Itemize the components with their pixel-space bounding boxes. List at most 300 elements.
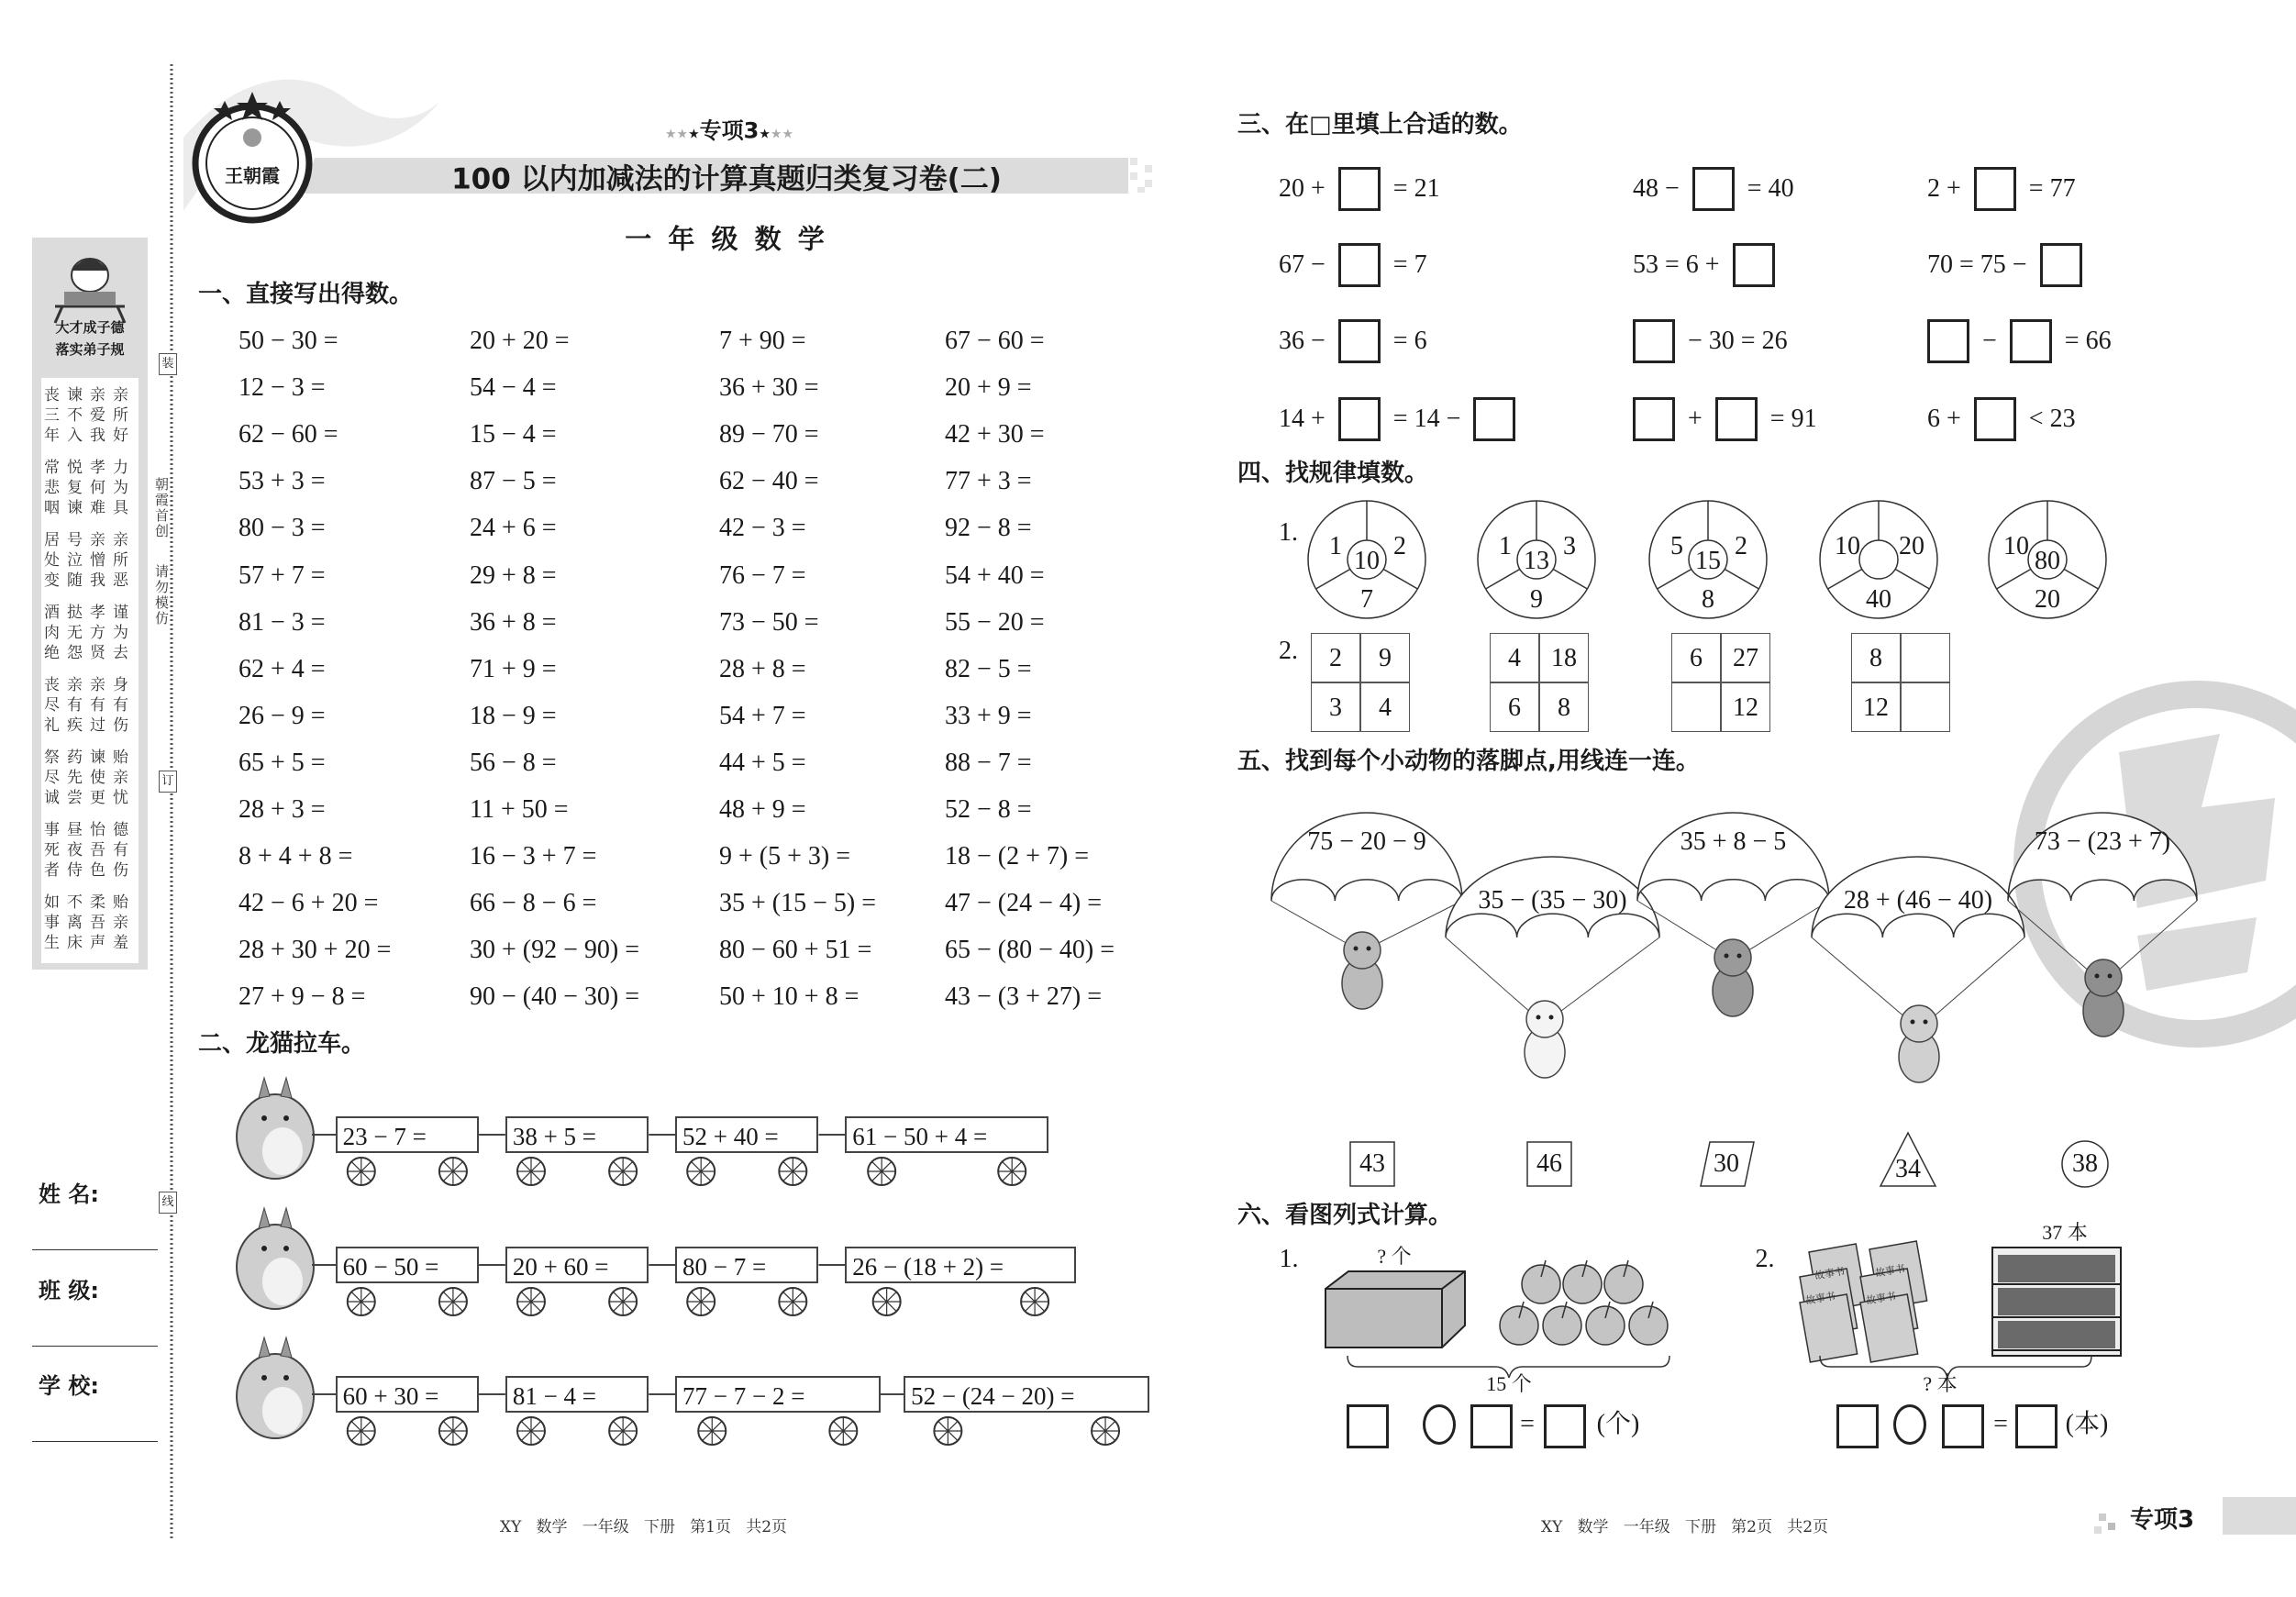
verse-line: 三不爱所 (44, 406, 136, 425)
totoro-eye (283, 1375, 289, 1381)
verse-line: 处泣憎所 (44, 551, 136, 570)
equation-text: 20 + (1279, 174, 1325, 203)
totoro-icon (237, 1208, 336, 1309)
wheel-icon (687, 1288, 715, 1315)
grid-cell: 4 (1360, 682, 1410, 732)
book-title: 故事书 (1804, 1290, 1836, 1307)
totoro-eye (261, 1375, 267, 1381)
answer-box[interactable] (1942, 1404, 1984, 1448)
wheel-icon (609, 1417, 637, 1445)
fill-in-equation (1927, 397, 2076, 441)
arithmetic-problem: 15 − 4 = (470, 420, 557, 449)
arithmetic-problem: 81 − 3 = (238, 607, 326, 637)
equation-text: = 14 − (1392, 405, 1461, 433)
copyright-notice: 朝霞首创 (153, 477, 170, 539)
unit-label: (个) (1596, 1410, 1640, 1438)
total-quantity-label: ? 本 (1923, 1372, 1958, 1395)
parachute-string (1746, 901, 1829, 952)
footer-series-tab: 专项3 (2130, 1506, 2195, 1534)
fill-in-equation (1633, 167, 1794, 211)
fill-in-equation (1279, 397, 1515, 441)
book-title: 故事书 (1874, 1262, 1906, 1280)
field-input-line[interactable] (32, 1249, 158, 1250)
totoro-icon (237, 1078, 336, 1179)
answer-box[interactable] (1692, 167, 1735, 211)
series-text: 专项3 (699, 117, 760, 144)
apple-body (1629, 1306, 1668, 1345)
wheel-icon (779, 1158, 806, 1185)
train-car: 38 + 5 = (505, 1116, 649, 1153)
verse-line: 祭药谏贻 (44, 749, 136, 767)
field-label: 班 级: (39, 1278, 99, 1303)
grid-cell: 27 (1721, 633, 1770, 682)
wheel-right-number: 3 (1563, 532, 1576, 560)
total-quantity-label: 15 个 (1486, 1372, 1532, 1395)
arithmetic-problem: 87 − 5 = (470, 467, 557, 496)
puppy-eye (1911, 1020, 1915, 1025)
fill-in-equation (1633, 397, 1817, 441)
shelf-books (1998, 1321, 2115, 1348)
equals-sign: = (1993, 1410, 2008, 1438)
parachute-string (1812, 937, 1906, 1018)
arithmetic-problem: 50 − 30 = (238, 327, 338, 355)
section-heading: 六、看图列式计算。 (1237, 1202, 1453, 1229)
grid-cell: 4 (1490, 633, 1539, 682)
answer-box[interactable] (1974, 167, 2016, 211)
equation-text: 53 = 6 + (1633, 250, 1720, 279)
apple-icon (1586, 1302, 1625, 1345)
field-label: 姓 名: (39, 1181, 99, 1207)
wheel-center-number: 10 (1354, 547, 1380, 575)
banner-checker-pattern (1130, 158, 1152, 193)
verse-group (41, 458, 139, 518)
equation-text: − (1982, 327, 1997, 355)
operator-circle[interactable] (1893, 1404, 1926, 1445)
verse-group (41, 385, 139, 446)
star-icon: ★★ (664, 127, 689, 142)
section-heading: 四、找规律填数。 (1237, 460, 1429, 487)
wheel-icon (348, 1288, 375, 1315)
field-input-line[interactable] (32, 1441, 158, 1442)
section-heading: 五、找到每个小动物的落脚点,用线连一连。 (1237, 748, 1700, 775)
arithmetic-problem: 57 + 7 = (238, 560, 326, 590)
apple-body (1522, 1265, 1560, 1303)
series-label (665, 113, 793, 145)
arithmetic-problem: 18 − (2 + 7) = (945, 842, 1090, 871)
arithmetic-problem: 54 + 7 = (719, 701, 806, 730)
wheel-center-number: 13 (1524, 547, 1549, 575)
equation-text: = 40 (1747, 174, 1794, 203)
fill-in-equation (1279, 167, 1440, 211)
arithmetic-problem: 16 − 3 + 7 = (470, 842, 597, 871)
bear-eye (2095, 974, 2100, 979)
wheel-left-number: 5 (1670, 532, 1683, 560)
parachute-string (1271, 901, 1349, 945)
answer-box[interactable] (1338, 243, 1381, 287)
motto-line: 落实弟子规 (55, 341, 125, 358)
arithmetic-problem: 44 + 5 = (719, 748, 806, 777)
grid-cell (1901, 633, 1950, 682)
answer-box[interactable] (1338, 397, 1381, 441)
totoro-ear (281, 1078, 292, 1098)
grid-cell: 6 (1671, 633, 1721, 682)
totoro-ear (259, 1208, 270, 1228)
landing-target-value[interactable]: 43 (1359, 1149, 1385, 1178)
verse-line: 诚尝更忧 (44, 789, 136, 807)
equation-text: 2 + (1927, 174, 1961, 203)
sidebar-motto (32, 316, 148, 360)
grid-cell: 6 (1490, 682, 1539, 732)
arithmetic-problem: 26 − 9 = (238, 701, 326, 730)
answer-box[interactable] (1633, 397, 1675, 441)
verse-line: 绝怨贤去 (44, 644, 136, 662)
answer-box[interactable] (1544, 1404, 1586, 1448)
wheel-icon (439, 1417, 467, 1445)
fill-in-equation (1633, 243, 1775, 287)
wheel-right-number: 20 (1899, 532, 1924, 560)
verse-line: 如不柔贻 (44, 893, 136, 912)
arithmetic-problem: 48 + 9 = (719, 795, 806, 824)
verse-line: 者侍色伤 (44, 861, 136, 880)
arithmetic-problem: 65 − (80 − 40) = (945, 936, 1115, 965)
grid-cell (1901, 682, 1950, 732)
bear-icon (2083, 959, 2124, 1037)
apple-icon (1522, 1260, 1560, 1303)
answer-box[interactable] (2040, 243, 2082, 287)
arithmetic-problem: 56 − 8 = (470, 748, 557, 777)
verse-line: 常悦孝力 (44, 459, 136, 477)
parachute-expression: 35 − (35 − 30) (1478, 886, 1627, 915)
verse-line: 居号亲亲 (44, 531, 136, 549)
train-car: 61 − 50 + 4 = (845, 1116, 1048, 1153)
arithmetic-problem: 80 − 60 + 51 = (719, 936, 872, 965)
wheel-inner (1859, 540, 1898, 579)
arithmetic-problem: 53 + 3 = (238, 467, 326, 496)
wheel-icon (439, 1288, 467, 1315)
equation-text: = 7 (1392, 250, 1427, 279)
arithmetic-problem: 42 + 30 = (945, 420, 1045, 449)
arithmetic-problem: 88 − 7 = (945, 748, 1032, 777)
verse-line: 丧亲亲身 (44, 676, 136, 694)
totoro-belly (262, 1127, 303, 1175)
equation-text: 70 = 75 − (1927, 250, 2027, 279)
arithmetic-problem: 43 − (3 + 27) = (945, 982, 1103, 1012)
apple-icon (1604, 1260, 1643, 1303)
verse-group (41, 893, 139, 953)
wheel-icon (348, 1417, 375, 1445)
totoro-eye (261, 1115, 267, 1121)
unit-label: (本) (2065, 1410, 2109, 1438)
wheel-icon (998, 1158, 1026, 1185)
arithmetic-problem: 24 + 6 = (470, 514, 557, 543)
grid-cell: 12 (1721, 682, 1770, 732)
field-label: 学 校: (39, 1373, 99, 1399)
answer-box[interactable] (1974, 397, 2016, 441)
answer-box[interactable] (1338, 319, 1381, 363)
equation-text: 6 + (1927, 405, 1961, 433)
answer-box[interactable] (1633, 319, 1675, 363)
train-car: 60 + 30 = (336, 1376, 479, 1413)
rabbit-icon (1525, 1001, 1565, 1078)
equation-text: 67 − (1279, 250, 1325, 279)
arithmetic-problem: 73 − 50 = (719, 607, 819, 637)
arithmetic-problem: 71 + 9 = (470, 654, 557, 683)
squirrel-eye (1354, 947, 1359, 951)
monkey-eye (1725, 954, 1729, 959)
verse-line: 丧谏亲亲 (44, 386, 136, 405)
wheel-icon (517, 1158, 545, 1185)
wheel-bottom-number: 8 (1702, 585, 1714, 614)
apple-body (1586, 1306, 1625, 1345)
answer-box[interactable] (1470, 1404, 1513, 1448)
wheel-bottom-number: 40 (1866, 585, 1891, 614)
parachute-expression: 75 − 20 − 9 (1307, 827, 1426, 856)
arithmetic-problem: 28 + 3 = (238, 795, 326, 824)
parachute-expression: 73 − (23 + 7) (2034, 827, 2171, 856)
answer-box[interactable] (1733, 243, 1775, 287)
grid-cell: 12 (1851, 682, 1901, 732)
rabbit-head (1526, 1001, 1563, 1037)
arithmetic-problem: 65 + 5 = (238, 748, 326, 777)
wheel-left-number: 10 (2003, 532, 2029, 560)
grid-cell: 2 (1311, 633, 1360, 682)
apple-icon (1563, 1260, 1602, 1303)
grid-cell: 18 (1539, 633, 1589, 682)
train-car: 20 + 60 = (505, 1247, 649, 1283)
parachute (1812, 857, 2024, 1018)
rabbit-eye (1549, 1015, 1554, 1020)
verse-line: 酒挞孝谨 (44, 604, 136, 622)
arithmetic-problem: 36 + 30 = (719, 373, 819, 403)
arithmetic-problem: 29 + 8 = (470, 560, 557, 590)
apple-body (1500, 1306, 1538, 1345)
book-title: 故事书 (1814, 1265, 1846, 1282)
answer-box[interactable] (1836, 1404, 1879, 1448)
answer-box[interactable] (1347, 1404, 1389, 1448)
arithmetic-problem: 62 + 4 = (238, 654, 326, 683)
wheel-left-number: 10 (1835, 532, 1860, 560)
arithmetic-problem: 54 − 4 = (470, 373, 557, 403)
wheel-icon (698, 1417, 726, 1445)
landing-target-value[interactable]: 30 (1714, 1149, 1739, 1178)
arithmetic-problem: 62 − 60 = (238, 420, 338, 449)
totoro-eye (283, 1246, 289, 1251)
fill-in-equation (1927, 319, 2112, 363)
arithmetic-problem: 67 − 60 = (945, 327, 1045, 355)
puppy-head (1901, 1005, 1937, 1042)
answer-box[interactable] (1927, 319, 1969, 363)
arithmetic-problem: 42 − 3 = (719, 514, 806, 543)
squirrel-icon (1342, 932, 1382, 1009)
verse-group (41, 820, 139, 881)
arithmetic-problem: 80 − 3 = (238, 514, 326, 543)
motto-line: 大才成子德 (55, 319, 125, 336)
apple-icon (1543, 1302, 1581, 1345)
answer-box[interactable] (1473, 397, 1515, 441)
binding-mark: 订 (159, 771, 177, 793)
apple-icon (1629, 1302, 1668, 1345)
train-car: 81 − 4 = (505, 1376, 649, 1413)
verse-line: 尽先使亲 (44, 769, 136, 787)
arithmetic-problem: 47 − (24 − 4) = (945, 889, 1103, 918)
rabbit-eye (1536, 1015, 1541, 1020)
apple-body (1543, 1306, 1581, 1345)
arithmetic-problem: 55 − 20 = (945, 607, 1045, 637)
wheel-icon (517, 1288, 545, 1315)
problem-number: 2. (1755, 1245, 1775, 1273)
answer-box[interactable] (2015, 1404, 2058, 1448)
section-heading: 三、在□里填上合适的数。 (1237, 111, 1523, 139)
operator-circle[interactable] (1423, 1404, 1456, 1445)
wheel-bottom-number: 20 (2035, 585, 2060, 614)
answer-box[interactable] (2010, 319, 2052, 363)
arithmetic-problem: 90 − (40 − 30) = (470, 982, 640, 1012)
arithmetic-problem: 35 + (15 − 5) = (719, 889, 877, 918)
footer-page-2: XY 数学 一年级 下册 第2页 共2页 (1541, 1518, 1829, 1536)
wheel-icon (517, 1417, 545, 1445)
arithmetic-problem: 42 − 6 + 20 = (238, 889, 379, 918)
squirrel-head (1344, 932, 1381, 969)
train-car: 60 − 50 = (336, 1247, 479, 1283)
verse-group (41, 603, 139, 663)
arithmetic-problem: 18 − 9 = (470, 701, 557, 730)
train-car: 23 − 7 = (336, 1116, 479, 1153)
wheel-bottom-number: 7 (1360, 585, 1373, 614)
equation-text: + (1688, 405, 1703, 433)
landing-target-value[interactable]: 38 (2072, 1149, 2098, 1178)
verse-group (41, 675, 139, 736)
equation-text: < 23 (2028, 405, 2076, 433)
train-car: 52 − (24 − 20) = (904, 1376, 1149, 1413)
fill-in-equation (1279, 319, 1427, 363)
star-icon: ★ (688, 127, 700, 142)
top-quantity-label: 37 本 (2042, 1221, 2088, 1244)
wheel-left-number: 1 (1329, 532, 1342, 560)
arithmetic-problem: 8 + 4 + 8 = (238, 842, 353, 871)
fill-in-equation (1279, 243, 1427, 287)
arithmetic-problem: 12 − 3 = (238, 373, 326, 403)
wheel-bottom-number: 9 (1530, 585, 1543, 614)
wheel-right-number: 2 (1735, 532, 1747, 560)
wheel-icon (934, 1417, 961, 1445)
arithmetic-problem: 92 − 8 = (945, 514, 1032, 543)
arithmetic-problem: 66 − 8 − 6 = (470, 889, 597, 918)
arithmetic-problem: 52 − 8 = (945, 795, 1032, 824)
shelf-books (1998, 1255, 2115, 1282)
train-car: 80 − 7 = (675, 1247, 818, 1283)
equation-text: 14 + (1279, 405, 1325, 433)
verse-line: 肉无方为 (44, 624, 136, 642)
equation-text: − 30 = 26 (1688, 327, 1788, 355)
totoro-eye (283, 1115, 289, 1121)
wheel-center-number: 15 (1695, 547, 1721, 575)
arithmetic-problem: 33 + 9 = (945, 701, 1032, 730)
arithmetic-problem: 20 + 20 = (470, 327, 570, 355)
monkey-icon (1713, 939, 1753, 1016)
parachute-string (1932, 937, 2024, 1018)
book-title: 故事书 (1865, 1290, 1897, 1307)
puppy-icon (1899, 1005, 1939, 1082)
page-title: 100 以内加减法的计算真题归类复习卷(二) (451, 162, 1002, 196)
landing-target-value[interactable]: 34 (1895, 1155, 1921, 1183)
squirrel-eye (1367, 947, 1371, 951)
arithmetic-problem: 76 − 7 = (719, 560, 806, 590)
arithmetic-problem: 27 + 9 − 8 = (238, 982, 366, 1012)
wheel-icon (609, 1288, 637, 1315)
equation-text: 48 − (1633, 174, 1680, 203)
verse-line: 变随我恶 (44, 571, 136, 590)
parachute-string (1446, 937, 1532, 1014)
arithmetic-problem: 11 + 50 = (470, 795, 569, 824)
arithmetic-problem: 28 + 30 + 20 = (238, 936, 392, 965)
equation-text: 36 − (1279, 327, 1325, 355)
verse-group (41, 748, 139, 808)
verse-line: 死夜吾有 (44, 841, 136, 859)
verse-line: 悲复何为 (44, 479, 136, 497)
wheel-icon (348, 1158, 375, 1185)
train-car: 26 − (18 + 2) = (845, 1247, 1076, 1283)
parachute-expression: 28 + (46 − 40) (1843, 886, 1993, 915)
verse-line: 礼疾过伤 (44, 716, 136, 735)
totoro-icon (237, 1337, 336, 1438)
wheel-icon (687, 1158, 715, 1185)
verse-line: 事离吾亲 (44, 914, 136, 932)
equals-sign: = (1520, 1410, 1535, 1438)
totoro-belly (262, 1258, 303, 1305)
monkey-head (1714, 939, 1751, 976)
totoro-ear (259, 1078, 270, 1098)
binding-mark: 装 (159, 353, 177, 375)
bear-eye (2108, 974, 2113, 979)
fill-in-equation (1927, 243, 2082, 287)
problem-number: 1. (1279, 1245, 1299, 1273)
verse-group (41, 530, 139, 591)
totoro-ear (281, 1208, 292, 1228)
star-icon: ★★ (770, 127, 794, 142)
answer-box[interactable] (1338, 167, 1381, 211)
wheel-icon (609, 1158, 637, 1185)
verse-line: 尽有有有 (44, 696, 136, 715)
totoro-belly (262, 1387, 303, 1435)
arithmetic-problem: 82 − 5 = (945, 654, 1032, 683)
field-input-line[interactable] (32, 1346, 158, 1347)
wheel-icon (829, 1417, 857, 1445)
equation-text: = 6 (1392, 327, 1427, 355)
arithmetic-problem: 28 + 8 = (719, 654, 806, 683)
top-quantity-label: ? 个 (1377, 1245, 1412, 1268)
landing-target-value[interactable]: 46 (1536, 1149, 1562, 1178)
arithmetic-problem: 62 − 40 = (719, 467, 819, 496)
box-icon (1325, 1271, 1465, 1347)
grid-cell (1671, 682, 1721, 732)
wheel-icon (873, 1288, 901, 1315)
part-label: 1. (1279, 518, 1298, 547)
shelf-books (1998, 1288, 2115, 1315)
verse-line: 咽谏难具 (44, 499, 136, 517)
apple-body (1604, 1265, 1643, 1303)
page-subtitle: 一 年 级 数 学 (625, 223, 828, 255)
wheel-icon (1092, 1417, 1119, 1445)
part-label: 2. (1279, 637, 1298, 665)
fill-in-equation (1633, 319, 1788, 363)
binding-mark: 线 (159, 1192, 177, 1214)
section-heading: 一、直接写出得数。 (198, 281, 414, 308)
grid-cell: 9 (1360, 633, 1410, 682)
totoro-eye (261, 1246, 267, 1251)
train-car: 52 + 40 = (675, 1116, 818, 1153)
answer-box[interactable] (1715, 397, 1758, 441)
puppy-eye (1924, 1020, 1928, 1025)
